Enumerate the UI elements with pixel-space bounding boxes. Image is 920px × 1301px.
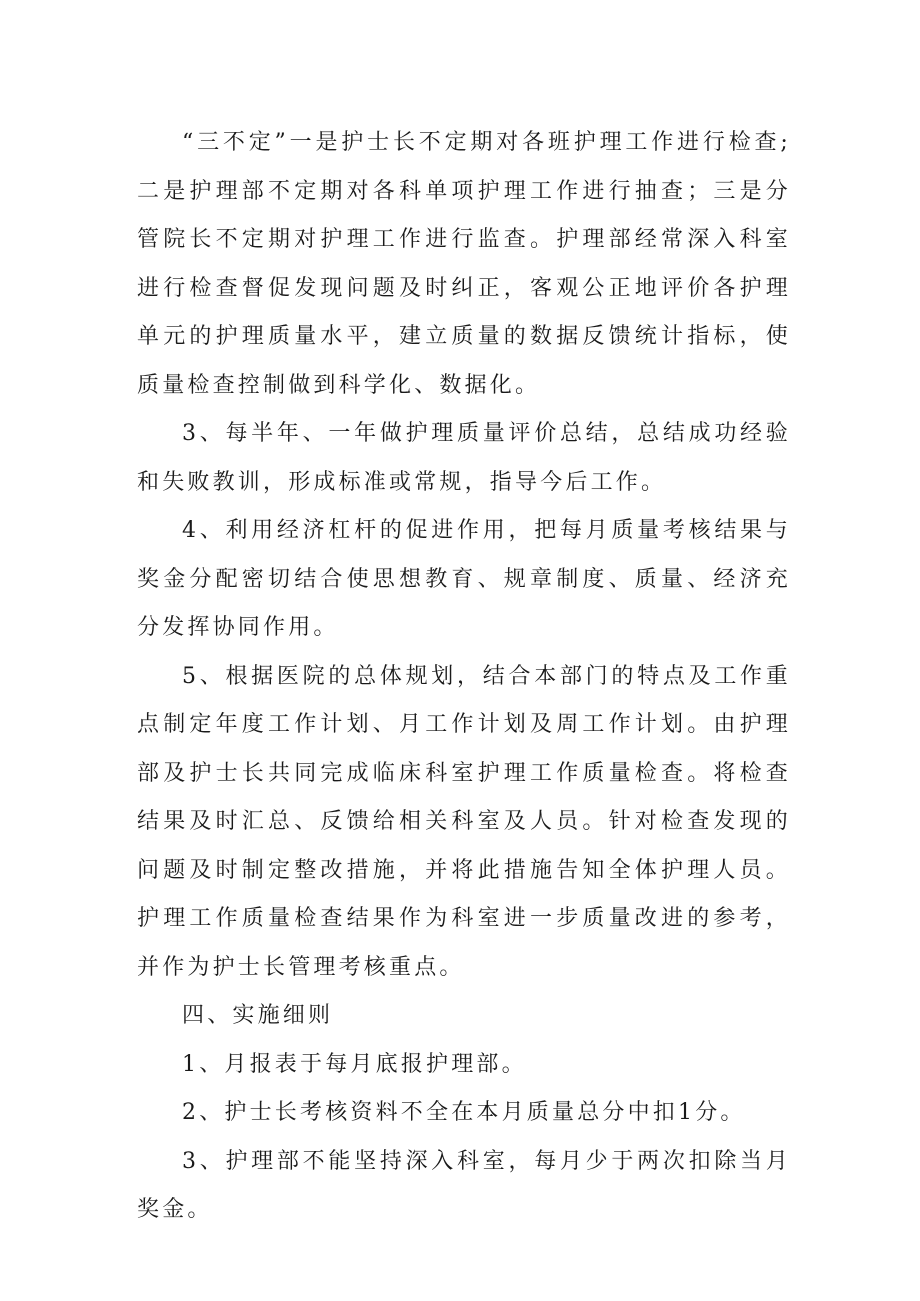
section-heading-implementation-rules: 四、实施细则 bbox=[182, 1003, 334, 1028]
rule-item-3: 3、护理部不能坚持深入科室，每月少于两次扣除当月奖金。 bbox=[137, 1148, 791, 1222]
rule-item-2: 2、护士长考核资料不全在本月质量总分中扣1分。 bbox=[182, 1100, 746, 1125]
paragraph-item-3: 3、每半年、一年做护理质量评价总结，总结成功经验和失败教训，形成标准或常规，指导今后工作。 bbox=[137, 421, 791, 495]
document-body bbox=[137, 119, 791, 1235]
paragraph-item-4: 4、利用经济杠杆的促进作用，把每月质量考核结果与奖金分配密切结合使思想教育、规章制度、质量、经济充分发挥协同作用。 bbox=[137, 518, 791, 640]
rule-item-1: 1、月报表于每月底报护理部。 bbox=[182, 1051, 527, 1077]
paragraph-item-5: 5、根据医院的总体规划，结合本部门的特点及工作重点制定年度工作计划、月工作计划及周工作计划。由护理部及护士长共同完成临床科室护理工作质量检查。将检查结果及时汇总、反馈给相关科室及人员。针对检查发现的问题及时制定整改措施，并将此措施告知全体护理人员。护理工作质量检查结果作为科室进一步质量改进的参考，并作为护士长管理考核重点。 bbox=[137, 663, 791, 980]
paragraph-three-not-fixed: “三不定”一是护士长不定期对各班护理工作进行检查;二是护理部不定期对各科单项护理工作进行抽查；三是分管院长不定期对护理工作进行监查。护理部经常深入科室进行检查督促发现问题及时纠正，客观公正地评价各护理单元的护理质量水平，建立质量的数据反馈统计指标，使质量检查控制做到科学化、数据化。 bbox=[137, 130, 791, 398]
